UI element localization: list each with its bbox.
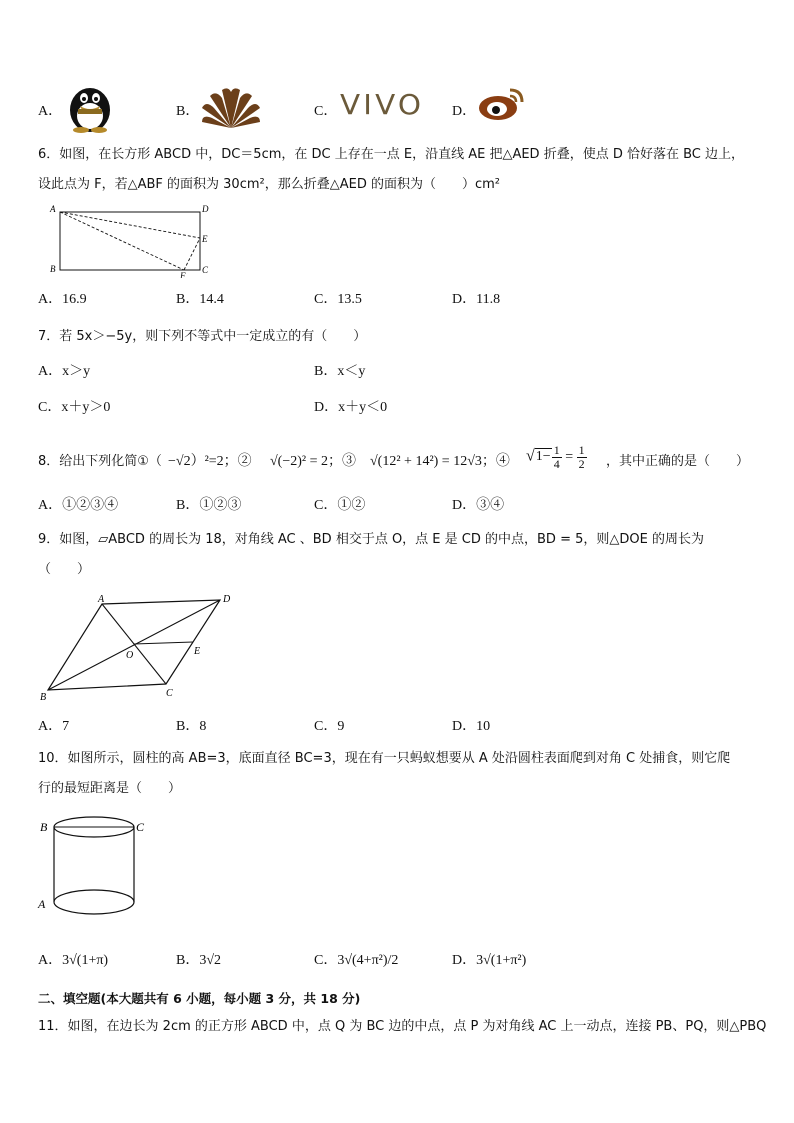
- q8-option-c: C．①②: [314, 498, 366, 513]
- q9-label-c: C: [166, 688, 173, 699]
- q7-option-a: A．x＞y: [38, 364, 91, 379]
- q10-line-2: 行的最短距离是（ ）: [38, 781, 182, 796]
- q6-label-b: B: [50, 264, 56, 274]
- q8-option-b: B．①②③: [176, 498, 242, 513]
- q7-option-b: B．x＜y: [314, 364, 366, 379]
- q8-expr-1: −√2）²=2；②: [168, 454, 252, 469]
- q5-option-a-label: A．: [38, 104, 63, 119]
- q8-expr-4: √1− $\frac{1}{4}$ = $\frac{1}{2}$: [526, 443, 585, 471]
- q9-line-2: （ ）: [38, 562, 91, 577]
- q9-option-b: B．8: [176, 719, 207, 734]
- q8-option-a: A．①②③④: [38, 498, 119, 513]
- q6-option-c: C．13.5: [314, 292, 362, 307]
- vivo-logo-icon: VIVO: [340, 88, 425, 121]
- q10-option-c: C．3√(4+π²)/2: [314, 953, 399, 968]
- qq-penguin-icon: [64, 80, 116, 134]
- q10-option-d: D．3√(1+π²): [452, 953, 527, 968]
- q5-option-c-label: C．: [314, 104, 338, 119]
- weibo-logo-icon: [476, 86, 530, 122]
- q11-line-1: 11．如图，在边长为 2cm 的正方形 ABCD 中，点 Q 为 BC 边的中点，点 P 为对角线 AC 上一动点，连接 PB、PQ，则△PBQ: [38, 1019, 767, 1034]
- q8-expr-2: √(−2)² = 2；③: [270, 454, 356, 469]
- q7-option-c: C．x＋y＞0: [38, 400, 111, 415]
- q7-option-d: D．x＋y＜0: [314, 400, 388, 415]
- q6-option-a: A．16.9: [38, 292, 87, 307]
- q6-rectangle-figure: [46, 200, 216, 278]
- q8-stem-suffix: ，其中正确的是（ ）: [606, 454, 750, 469]
- q9-label-o: O: [126, 650, 134, 661]
- huawei-logo-icon: [200, 84, 262, 130]
- q8-stem-prefix: 8．给出下列化简①（: [38, 454, 162, 469]
- q9-label-b: B: [40, 692, 47, 702]
- q7-stem: 7．若 5x＞−5y，则下列不等式中一定成立的有（ ）: [38, 329, 367, 344]
- q9-parallelogram-figure: [38, 592, 238, 702]
- q6-label-f: F: [180, 271, 186, 278]
- q6-option-b: B．14.4: [176, 292, 224, 307]
- q5-option-b-label: B．: [176, 104, 200, 119]
- section-2-title: 二、填空题(本大题共有 6 小题，每小题 3 分，共 18 分): [38, 991, 361, 1006]
- q6-label-e: E: [202, 234, 208, 244]
- q9-option-d: D．10: [452, 719, 491, 734]
- q10-line-1: 10．如图所示，圆柱的高 AB=3，底面直径 BC=3，现在有一只蚂蚁想要从 A 处沿圆柱表面爬到对角 C 处捕食，则它爬: [38, 751, 731, 766]
- q9-label-a: A: [98, 594, 105, 605]
- q10-option-b: B．3√2: [176, 953, 222, 968]
- q10-label-b: B: [40, 820, 48, 834]
- q9-label-e: E: [194, 646, 201, 657]
- q10-option-a: A．3√(1+π): [38, 953, 109, 968]
- q9-option-c: C．9: [314, 719, 345, 734]
- q10-label-a: A: [38, 897, 46, 911]
- q6-label-d: D: [202, 204, 209, 214]
- q6-line-2: 设此点为 F，若△ABF 的面积为 30cm²，那么折叠△AED 的面积为（ ）cm²: [38, 177, 500, 192]
- q10-label-c: C: [136, 820, 145, 834]
- q9-option-a: A．7: [38, 719, 70, 734]
- q6-label-a: A: [50, 204, 56, 214]
- q9-label-d: D: [223, 594, 231, 605]
- q10-cylinder-figure: [36, 812, 156, 924]
- q5-option-d-label: D．: [452, 104, 477, 119]
- q8-option-d: D．③④: [452, 498, 505, 513]
- q8-expr-3: √(12² + 14²) = 12√3；④: [370, 454, 510, 469]
- q9-line-1: 9．如图，▱ABCD 的周长为 18，对角线 AC 、BD 相交于点 O，点 E 是 CD 的中点，BD = 5，则△DOE 的周长为: [38, 532, 704, 547]
- q6-option-d: D．11.8: [452, 292, 501, 307]
- q6-label-c: C: [202, 265, 209, 275]
- q6-line-1: 6．如图，在长方形 ABCD 中，DC＝5cm，在 DC 上存在一点 E，沿直线 AE 把△AED 折叠，使点 D 恰好落在 BC 边上，: [38, 147, 744, 162]
